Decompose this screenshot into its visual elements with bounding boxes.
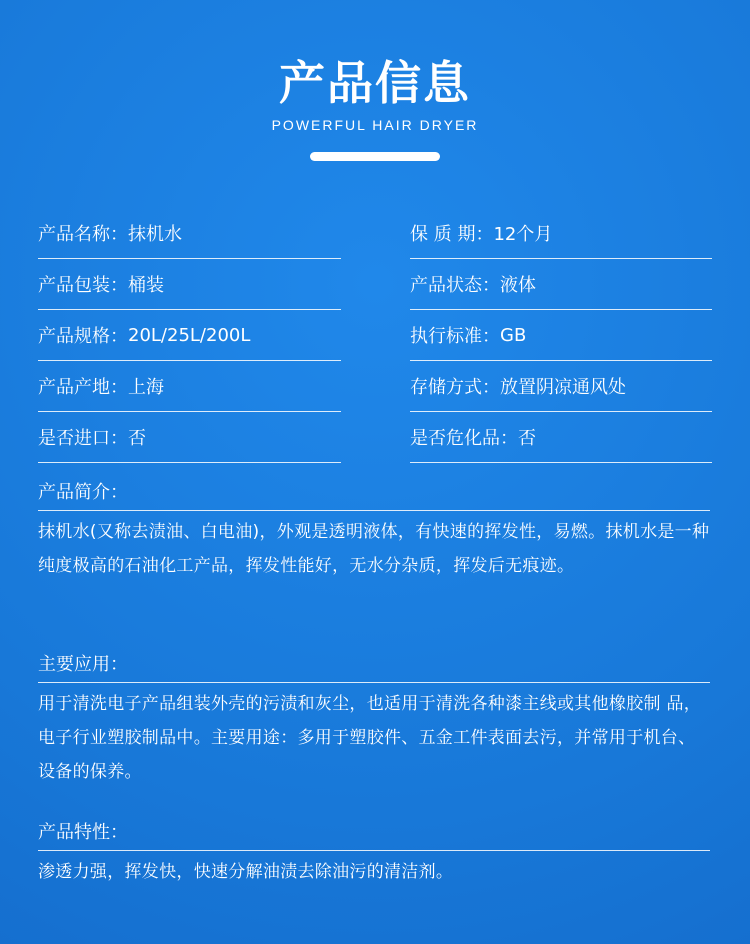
spec-row (38, 259, 712, 310)
section-body: 渗透力强，挥发快，快速分解油渍去除油污的清洁剂。 (38, 862, 454, 882)
title-underline-bar (310, 152, 440, 161)
spec-value: 液体 (500, 275, 536, 296)
spec-product-name (38, 208, 341, 259)
spec-value: 否 (518, 428, 536, 449)
section-body: 用于清洗电子产品组装外壳的污渍和灰尘，也适用于清洗各种漆主线或其他橡胶制 品，电子行业塑胶制品中。主要用途：多用于塑胶件、五金工件表面去污，并常用于机台、设备的保养。 (38, 694, 702, 782)
header (0, 54, 750, 161)
spec-label: 产品规格： (38, 326, 128, 347)
section-application (38, 650, 710, 789)
section-heading: 产品特性： (38, 818, 710, 851)
spec-row (38, 310, 712, 361)
spec-value: 上海 (128, 377, 164, 398)
spec-value: GB (500, 324, 527, 346)
spec-label: 保 质 期： (410, 224, 494, 245)
section-intro (38, 478, 710, 583)
section-body: 抹机水(又称去渍油、白电油)，外观是透明液体，有快速的挥发性，易燃。抹机水是一种纯度极高的石油化工产品，挥发性能好，无水分杂质，挥发后无痕迹。 (38, 522, 710, 576)
spec-value: 20L/25L/200L (128, 324, 251, 346)
spec-value: 桶装 (128, 275, 164, 296)
spec-value: 抹机水 (128, 224, 182, 245)
spec-state (410, 259, 712, 310)
spec-label: 产品包装： (38, 275, 128, 296)
section-heading: 产品简介： (38, 478, 710, 511)
spec-row (38, 208, 712, 259)
spec-label: 存储方式： (410, 377, 500, 398)
spec-hazardous (410, 412, 712, 463)
spec-label: 是否危化品： (410, 428, 518, 449)
spec-label: 是否进口： (38, 428, 128, 449)
spec-packaging (38, 259, 341, 310)
page-title: 产品信息 (279, 56, 471, 110)
page-subtitle: POWERFUL HAIR DRYER (271, 117, 479, 133)
spec-value: 否 (128, 428, 146, 449)
spec-table (38, 208, 712, 463)
spec-origin (38, 361, 341, 412)
spec-storage (410, 361, 712, 412)
spec-standard (410, 310, 712, 361)
spec-shelf-life (410, 208, 712, 259)
spec-label: 产品产地： (38, 377, 128, 398)
section-heading: 主要应用： (38, 650, 710, 683)
spec-value: 12个月 (493, 224, 553, 245)
spec-value: 放置阴凉通风处 (500, 377, 626, 398)
spec-size (38, 310, 341, 361)
spec-label: 产品状态： (410, 275, 500, 296)
spec-imported (38, 412, 341, 463)
section-features (38, 818, 710, 889)
spec-row (38, 412, 712, 463)
spec-label: 产品名称： (38, 224, 128, 245)
spec-label: 执行标准： (410, 326, 500, 347)
spec-row (38, 361, 712, 412)
